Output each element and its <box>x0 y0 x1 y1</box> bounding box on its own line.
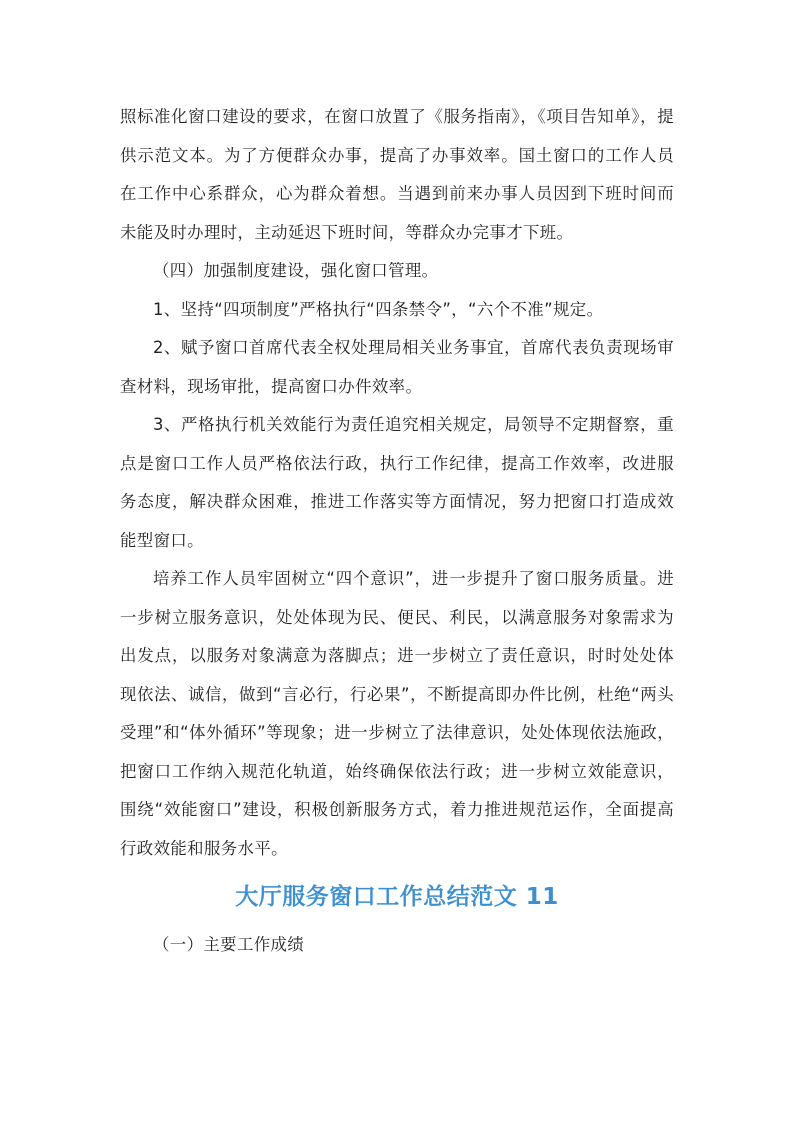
subheading: （一）主要工作成绩 <box>153 935 305 954</box>
body-paragraph-section-four: （四）加强制度建设，强化窗口管理。 <box>153 261 439 280</box>
document-page <box>120 98 674 965</box>
body-paragraph-item-3: 3、严格执行机关效能行为责任追究相关规定，局领导不定期督察，重点是窗口工作人员严格依法行政，执行工作纪律，提高工作效率，改进服务态度，解决群众困难，推进工作落实等方面情况，努力把窗口打造成效能型窗口。 <box>120 415 674 550</box>
body-paragraph-continued: 照标准化窗口建设的要求，在窗口放置了《服务指南》，《项目告知单》，提供示范文本。为了方便群众办事，提高了办事效率。国土窗口的工作人员在工作中心系群众，心为群众着想。当遇到前来办事人员因到下班时间而未能及时办理时，主动延迟下班时间，等群众办完事才下班。 <box>120 107 674 242</box>
section-heading: 大厅服务窗口工作总结范文 11 <box>235 884 559 910</box>
body-paragraph-four-awareness: 培养工作人员牢固树立“四个意识”，进一步提升了窗口服务质量。进一步树立服务意识，处处体现为民、便民、利民，以满意服务对象需求为出发点，以服务对象满意为落脚点；进一步树立了责任意识，时时处处体现依法、诚信，做到“言必行，行必果”，不断提高即办件比例，杜绝“两头受理”和“体外循环”等现象；进一步树立了法律意识，处处体现依法施政，把窗口工作纳入规范化轨道，始终确保依法行政；进一步树立效能意识，围绕“效能窗口”建设，积极创新服务方式，着力推进规范运作，全面提高行政效能和服务水平。 <box>120 569 674 858</box>
body-paragraph-item-1: 1、坚持“四项制度”严格执行“四条禁令”，“六个不准”规定。 <box>153 299 604 319</box>
body-paragraph-item-2: 2、赋予窗口首席代表全权处理局相关业务事宜，首席代表负责现场审查材料，现场审批，提高窗口办件效率。 <box>120 338 674 396</box>
